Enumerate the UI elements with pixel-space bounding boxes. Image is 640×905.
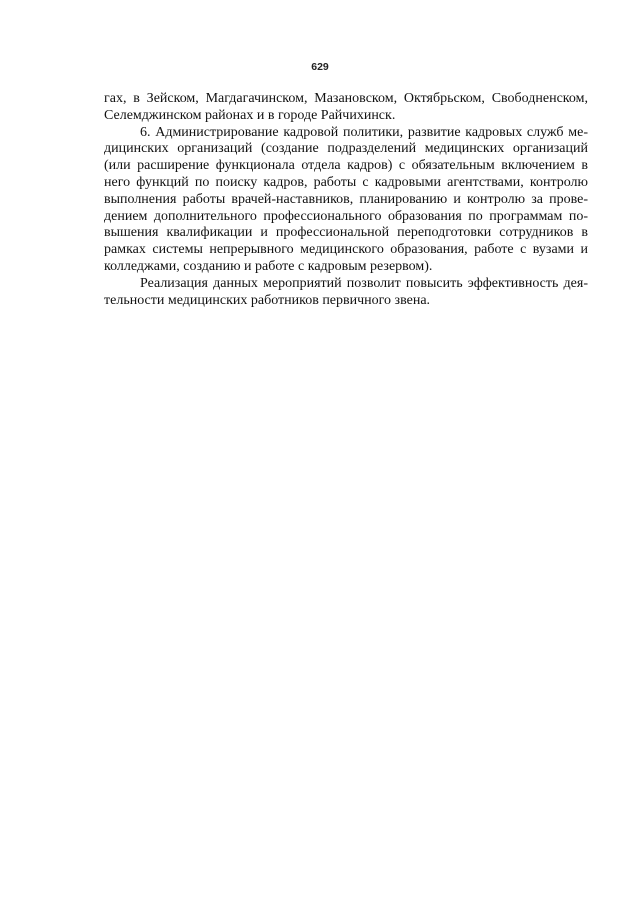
text-line: него функций по поиску кадров, работы с кадровыми агентствами, контролю [104,174,588,190]
text-line: гах, в Зейском, Магдагачинском, Мазановском, Октябрьском, Свободненском, [104,91,588,106]
paragraph-2 [104,125,588,276]
document-body [104,91,588,309]
text-line: Селемджинском районах и в городе Райчихинск. [104,107,396,123]
text-line: тельности медицинских работников первичного звена. [104,292,431,308]
text-line: дением дополнительного профессионального образования по программам по- [104,208,588,224]
page-number: 629 [311,61,329,73]
text-line: Реализация данных мероприятий позволит повысить эффективность дея- [140,275,588,291]
text-line: выполнения работы врачей-наставников, планированию и контролю за прове- [104,191,588,207]
paragraph-3 [104,276,588,310]
text-line: колледжами, созданию и работе с кадровым резервом). [104,258,433,274]
paragraph-1 [104,91,588,125]
text-line: вышения квалификации и профессиональной переподготовки сотрудников в [104,225,588,241]
text-line: (или расширение функционала отдела кадров) с обязательным включением в [104,158,588,174]
text-line: дицинских организаций (создание подразделений медицинских организаций [104,141,588,157]
text-line: рамках системы непрерывного медицинского образования, работе с вузами и [104,242,588,258]
text-line: 6. Администрирование кадровой политики, развитие кадровых служб ме- [140,124,588,140]
